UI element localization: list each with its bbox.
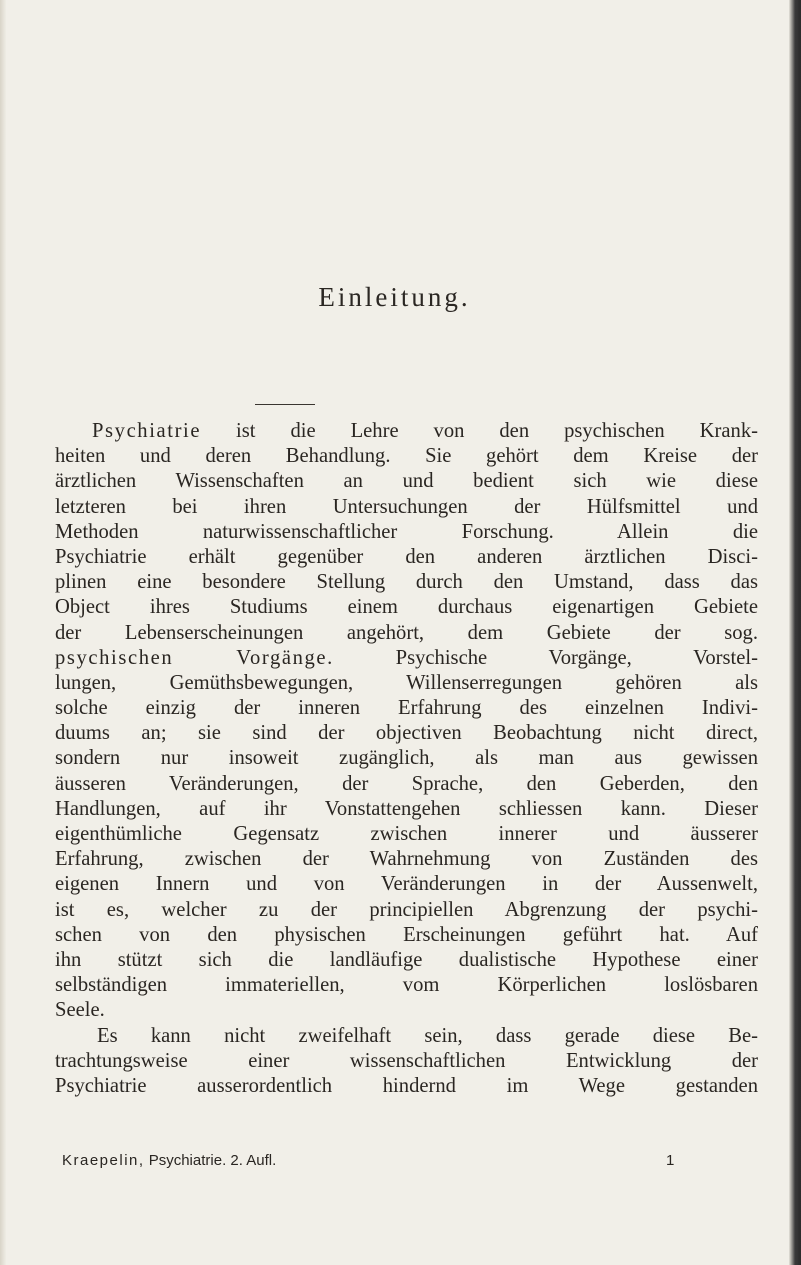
text-line: eigenthümliche Gegensatz zwischen innerer und äusserer: [55, 823, 758, 845]
text-line: Object ihres Studiums einem durchaus eigenartigen Gebiete: [55, 596, 758, 619]
signature-line: [62, 1152, 682, 1169]
text-line: psychischen Vorgänge. Psychische Vorgänge, Vorstel-: [55, 646, 758, 669]
chapter-heading: Einleitung.: [318, 282, 471, 312]
text-line: duums an; sie sind der objectiven Beobachtung nicht direct,: [55, 722, 758, 745]
text-line: plinen eine besondere Stellung durch den Umstand, dass das: [55, 571, 758, 594]
text-line: letzteren bei ihren Untersuchungen der Hülfsmittel und: [55, 495, 758, 518]
text-line: selbständigen immateriellen, vom Körperlichen loslösbaren: [55, 974, 758, 997]
footer-author: Kraepelin,: [62, 1152, 145, 1169]
text-line: Es kann nicht zweifelhaft sein, dass gerade diese Be-: [97, 1024, 758, 1047]
heading-rule: [255, 404, 315, 405]
text-line: trachtungsweise einer wissenschaftlichen Entwicklung der: [55, 1049, 758, 1072]
text-line: Psychiatrie ausserordentlich hindernd im Wege gestanden: [55, 1074, 758, 1097]
sheet-number: 1: [666, 1152, 675, 1169]
text-line: solche einzig der inneren Erfahrung des einzelnen Indivi-: [55, 697, 758, 720]
text-line: Methoden naturwissenschaftlicher Forschung. Allein die: [55, 520, 758, 543]
text-line: Psychiatrie ist die Lehre von den psychischen Krank-: [92, 420, 758, 442]
text-line: Psychiatrie erhält gegenüber den anderen ärztlichen Disci-: [55, 545, 758, 568]
text-line: eigenen Innern und von Veränderungen in der Aussenwelt,: [55, 873, 758, 896]
text-line: schen von den physischen Erscheinungen geführt hat. Auf: [55, 923, 758, 946]
text-line: Seele.: [55, 999, 105, 1022]
text-line: der Lebenserscheinungen angehört, dem Gebiete der sog.: [55, 621, 758, 644]
text-line: heiten und deren Behandlung. Sie gehört dem Kreise der: [55, 445, 758, 468]
footer-work: Psychiatrie. 2. Aufl.: [144, 1152, 277, 1169]
page-right-edge: [789, 0, 801, 1265]
text-line: Handlungen, auf ihr Vonstattengehen schliessen kann. Dieser: [55, 797, 758, 820]
page-left-edge: [0, 0, 6, 1265]
text-line: lungen, Gemüthsbewegungen, Willenserregungen gehören als: [55, 671, 758, 694]
text-line: sondern nur insoweit zugänglich, als man aus gewissen: [55, 747, 758, 770]
text-line: ist es, welcher zu der principiellen Abgrenzung der psychi-: [55, 898, 758, 921]
text-line: äusseren Veränderungen, der Sprache, den Geberden, den: [55, 772, 758, 795]
text-line: ihn stützt sich die landläufige dualistische Hypothese einer: [55, 948, 758, 971]
body-text: [55, 419, 758, 1099]
text-line: ärztlichen Wissenschaften an und bedient sich wie diese: [55, 470, 758, 493]
text-line: Erfahrung, zwischen der Wahrnehmung von Zuständen des: [55, 848, 758, 871]
